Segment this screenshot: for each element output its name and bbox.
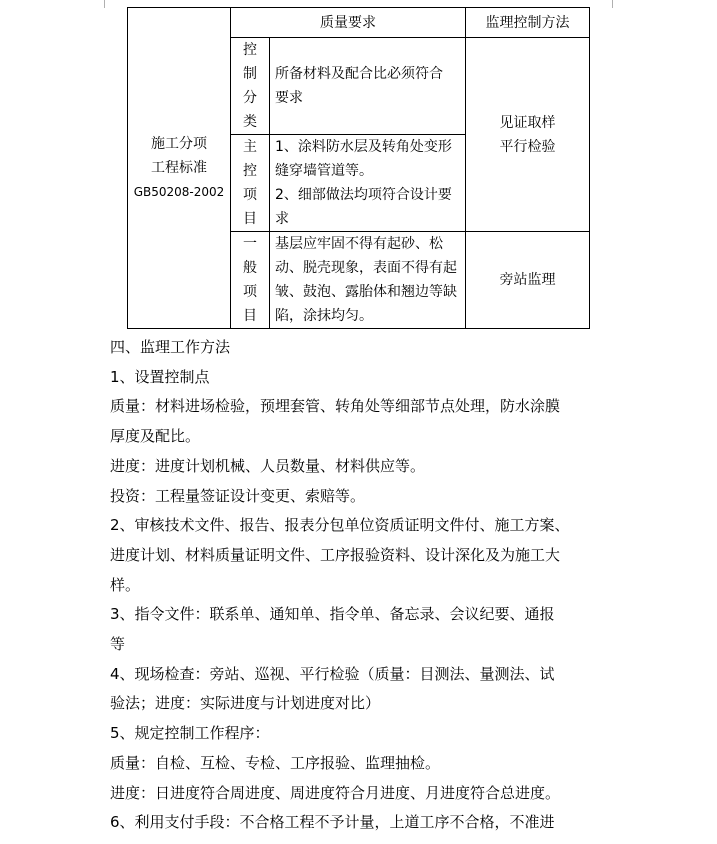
method-parallel: 平行检验 xyxy=(499,138,556,155)
paragraph-line: 2、审核技术文件、报告、报表分包单位资质证明文件付、施工方案、 xyxy=(110,516,570,535)
header-control-method: 监理控制方法 xyxy=(466,8,590,38)
paragraph-line: 进度计划、材料质量证明文件、工序报验资料、设计深化及为施工大 xyxy=(110,545,561,564)
method-witness-parallel xyxy=(466,38,590,232)
header-quality-requirement: 质量要求 xyxy=(231,8,466,38)
requirement-line: 2、细部做法均项符合设计要 xyxy=(275,187,452,203)
paragraph-line: 等 xyxy=(110,635,126,654)
method-onsite-supervision: 旁站监理 xyxy=(466,232,590,329)
body-text xyxy=(110,333,610,838)
paragraph-line: 1、设置控制点 xyxy=(110,367,210,386)
row-category-main xyxy=(231,135,270,232)
category-char: 制 xyxy=(243,66,257,82)
requirement-line: 皱、鼓泡、露胎体和翘边等缺 xyxy=(275,284,457,300)
paragraph-line: 3、指令文件：联系单、通知单、指令单、备忘录、会议纪要、通报 xyxy=(110,605,555,624)
requirement-line: 1、涂料防水层及转角处变形 xyxy=(275,139,452,155)
category-char: 主 xyxy=(243,139,257,155)
paragraph-line: 验法；进度：实际进度与计划进度对比） xyxy=(110,694,381,713)
requirement-line: 缝穿墙管道等。 xyxy=(275,163,373,179)
paragraph-line: 4、现场检查：旁站、巡视、平行检验（质量：目测法、量测法、试 xyxy=(110,664,555,683)
category-char: 分 xyxy=(243,90,257,106)
row-category-general xyxy=(231,232,270,329)
category-char: 般 xyxy=(243,260,257,276)
category-char: 控 xyxy=(243,42,257,58)
paragraph-line: 进度：进度计划机械、人员数量、材料供应等。 xyxy=(110,456,426,475)
standard-cell xyxy=(128,8,231,329)
requirement-line: 要求 xyxy=(275,90,303,106)
category-char: 项 xyxy=(243,187,257,203)
requirement-control xyxy=(270,38,466,135)
standard-line-2: 工程标准 xyxy=(151,160,207,176)
requirement-main xyxy=(270,135,466,232)
page-corner-mark-right xyxy=(612,0,629,8)
paragraph-line: 厚度及配比。 xyxy=(110,427,201,446)
paragraph-line: 6、利用支付手段：不合格工程不予计量，上道工序不合格，不准进 xyxy=(110,813,555,832)
paragraph-line: 进度：日进度符合周进度、周进度符合月进度、月进度符合总进度。 xyxy=(110,783,561,802)
requirement-general xyxy=(270,232,466,329)
quality-control-table xyxy=(127,7,590,329)
paragraph-line: 质量：材料进场检验，预埋套管、转角处等细部节点处理，防水涂膜 xyxy=(110,397,561,416)
paragraph-line: 5、规定控制工作程序： xyxy=(110,724,270,743)
standard-code: GB50208-2002 xyxy=(133,185,225,199)
requirement-line: 动、脱壳现象，表面不得有起 xyxy=(275,260,457,276)
page-corner-mark-left xyxy=(88,0,105,8)
requirement-line: 陷，涂抹均匀。 xyxy=(275,308,373,324)
category-char: 目 xyxy=(243,211,257,227)
requirement-line: 基层应牢固不得有起砂、松 xyxy=(275,236,443,252)
paragraph-line: 质量：自检、互检、专检、工序报验、监理抽检。 xyxy=(110,753,441,772)
method-witness: 见证取样 xyxy=(499,114,556,131)
category-char: 一 xyxy=(243,236,257,252)
category-char: 目 xyxy=(243,308,257,324)
category-char: 项 xyxy=(243,284,257,300)
requirement-line: 所备材料及配合比必须符合 xyxy=(275,66,443,82)
section-heading: 四、监理工作方法 xyxy=(110,338,231,356)
standard-line-1: 施工分项 xyxy=(151,136,207,152)
category-char: 控 xyxy=(243,163,257,179)
category-char: 类 xyxy=(243,114,257,130)
paragraph-line: 样。 xyxy=(110,575,141,594)
requirement-line: 求 xyxy=(275,211,289,227)
row-category-control xyxy=(231,38,270,135)
paragraph-line: 投资：工程量签证设计变更、索赔等。 xyxy=(110,486,366,505)
